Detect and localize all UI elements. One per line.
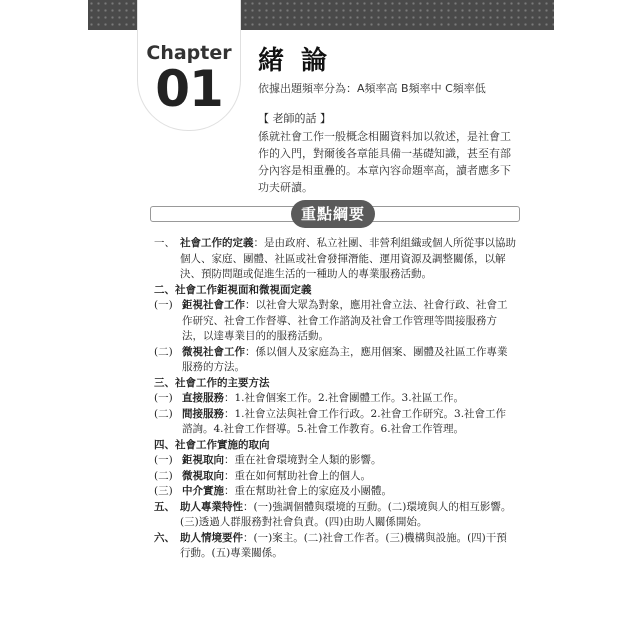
outline-heading [154, 438, 516, 454]
chapter-badge [138, 0, 240, 130]
item-text: ：1.社會立法與社會工作行政。2.社會工作研究。3.社會工作諮詢。4.社會工作督導。5.社會工作教育。6.社會工作管理。 [182, 407, 507, 435]
item-keyword: 鉅視社會工作 [182, 299, 245, 311]
item-number: (一) [154, 454, 173, 466]
outline-list [154, 236, 516, 562]
outline-heading [154, 283, 516, 299]
outline-subitem [154, 298, 516, 345]
item-number: (二) [154, 345, 173, 358]
outline-item [154, 531, 516, 562]
outline-subitem [154, 345, 516, 376]
item-text: ：(一)案主。(二)社會工作者。(三)機構與設施。(四)干預行動。(五)專業關係。 [180, 531, 507, 559]
teacher-note-heading: 【 老師的話 】 [258, 112, 331, 125]
item-text: ：重在幫助社會上的家庭及小團體。 [224, 485, 392, 497]
chapter-word: Chapter [146, 42, 232, 64]
item-text: ：係以個人及家庭為主，應用個案、團體及社區工作專業服務的方法。 [182, 345, 508, 373]
chapter-number: 01 [155, 60, 223, 118]
outline-subitem [154, 453, 516, 469]
outline-subitem [154, 469, 516, 485]
item-keyword: 間接服務 [182, 407, 224, 420]
item-text: ：是由政府、私立社團、非營利組織或個人所從事以協助個人、家庭、團體、社區或社會發揮潛能、運用資源及調整關係，以解決、預防問題或促進生活的一種助人的專業服務活動。 [180, 237, 516, 280]
heading-text: 二、社會工作鉅視面和微視面定義 [154, 283, 312, 296]
item-keyword: 中介實施 [182, 485, 224, 497]
item-keyword: 鉅視取向 [182, 454, 224, 466]
chapter-title: 緒 論 [258, 46, 332, 76]
item-keyword: 助人情境要件 [180, 531, 243, 544]
outline-subitem [154, 407, 516, 438]
item-text: ：1.社會個案工作。2.社會團體工作。3.社區工作。 [224, 392, 465, 404]
item-keyword: 微視社會工作 [182, 345, 245, 358]
item-number: 六、 [154, 531, 175, 544]
section-heading: 重點綱要 [291, 200, 375, 228]
item-number: (二) [154, 407, 173, 420]
item-keyword: 直接服務 [182, 392, 224, 404]
teacher-note-body: 係就社會工作一般概念相關資料加以敘述，是社會工作的入門，對爾後各章能具備一基礎知識，甚至有部分內容是相重疊的。本章內容命題率高，讀者應多下功夫研讀。 [258, 130, 511, 194]
outline-item [154, 500, 516, 531]
item-keyword: 社會工作的定義 [180, 237, 254, 249]
item-number: (三) [154, 485, 173, 497]
item-number: 一、 [154, 237, 175, 249]
item-text: ：以社會大眾為對象，應用社會立法、社會行政、社會工作研究、社會工作督導、社會工作諮詢及社會工作管理等間接服務方法，以達專業目的的服務活動。 [182, 299, 508, 342]
outline-item [154, 236, 516, 283]
item-number: (一) [154, 392, 173, 404]
item-text: ：重在社會環境對全人類的影響。 [224, 454, 382, 466]
outline-subitem [154, 484, 516, 500]
heading-text: 四、社會工作實施的取向 [154, 438, 270, 451]
item-number: (一) [154, 299, 173, 311]
heading-text: 三、社會工作的主要方法 [154, 376, 270, 389]
frequency-legend: 依據出題頻率分為：A頻率高 B頻率中 C頻率低 [258, 82, 486, 95]
item-number: 五、 [154, 500, 175, 513]
item-keyword: 助人專業特性 [180, 500, 243, 513]
item-text: ：(一)強調個體與環境的互動。(二)環境與人的相互影響。(三)透過人群服務對社會負責。(四)由助人關係開始。 [180, 500, 512, 528]
outline-heading [154, 376, 516, 392]
item-text: ：重在如何幫助社會上的個人。 [224, 469, 371, 482]
outline-subitem [154, 391, 516, 407]
item-keyword: 微視取向 [182, 469, 224, 482]
item-number: (二) [154, 469, 173, 482]
